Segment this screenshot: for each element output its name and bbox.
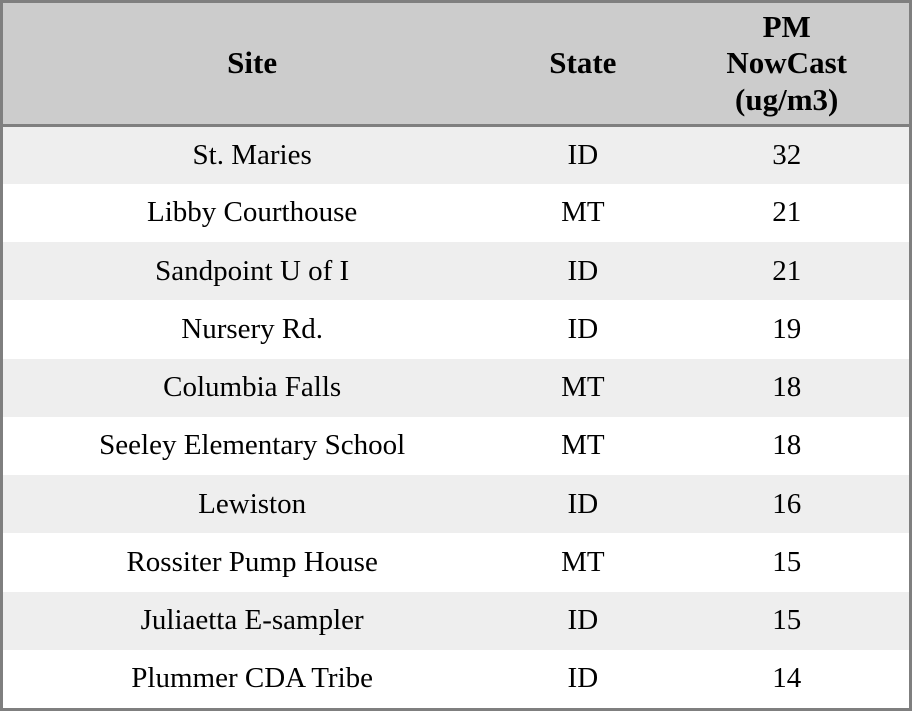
pm-cell: 18 <box>772 429 802 462</box>
state-cell: ID <box>567 604 599 637</box>
state-cell: ID <box>567 312 599 345</box>
table-row <box>3 533 909 591</box>
site-cell: Lewiston <box>198 487 307 520</box>
header-row <box>3 3 909 126</box>
table-row <box>3 417 909 475</box>
column-header-pm-nowcast-label: PM NowCast (ug/m3) <box>726 9 847 117</box>
table-header <box>3 3 909 126</box>
pm-cell: 14 <box>772 662 802 695</box>
site-cell: Columbia Falls <box>163 371 342 404</box>
state-cell: ID <box>567 254 599 287</box>
state-cell: ID <box>567 138 599 171</box>
state-cell: MT <box>561 429 605 462</box>
site-cell: Rossiter Pump House <box>126 545 378 578</box>
column-header-site: Site <box>3 3 501 126</box>
state-cell: MT <box>561 545 605 578</box>
table-row <box>3 475 909 533</box>
pm-cell: 15 <box>772 604 802 637</box>
table-row <box>3 650 909 708</box>
site-cell: Juliaetta E-sampler <box>140 604 364 637</box>
site-cell: St. Maries <box>192 138 312 171</box>
site-cell: Nursery Rd. <box>181 312 324 345</box>
state-cell: ID <box>567 662 599 695</box>
state-cell: MT <box>561 371 605 404</box>
table-row <box>3 184 909 242</box>
pm-cell: 18 <box>772 371 802 404</box>
column-header-pm-nowcast <box>664 3 909 126</box>
pm-cell: 21 <box>772 254 802 287</box>
column-header-state: State <box>501 3 664 126</box>
pm-cell: 15 <box>772 545 802 578</box>
site-cell: Libby Courthouse <box>147 196 358 229</box>
site-cell: Seeley Elementary School <box>99 429 406 462</box>
table-row <box>3 592 909 650</box>
site-cell: Plummer CDA Tribe <box>131 662 373 695</box>
pm-cell: 16 <box>772 487 802 520</box>
pm-cell: 32 <box>772 138 802 171</box>
table-body <box>3 126 909 709</box>
site-cell: Sandpoint U of I <box>155 254 350 287</box>
table-row <box>3 359 909 417</box>
pm-cell: 21 <box>772 196 802 229</box>
table-row <box>3 242 909 300</box>
pm-cell: 19 <box>772 312 802 345</box>
state-cell: ID <box>567 487 599 520</box>
table-row <box>3 300 909 358</box>
state-cell: MT <box>561 196 605 229</box>
data-table <box>3 3 909 708</box>
table-row <box>3 126 909 184</box>
